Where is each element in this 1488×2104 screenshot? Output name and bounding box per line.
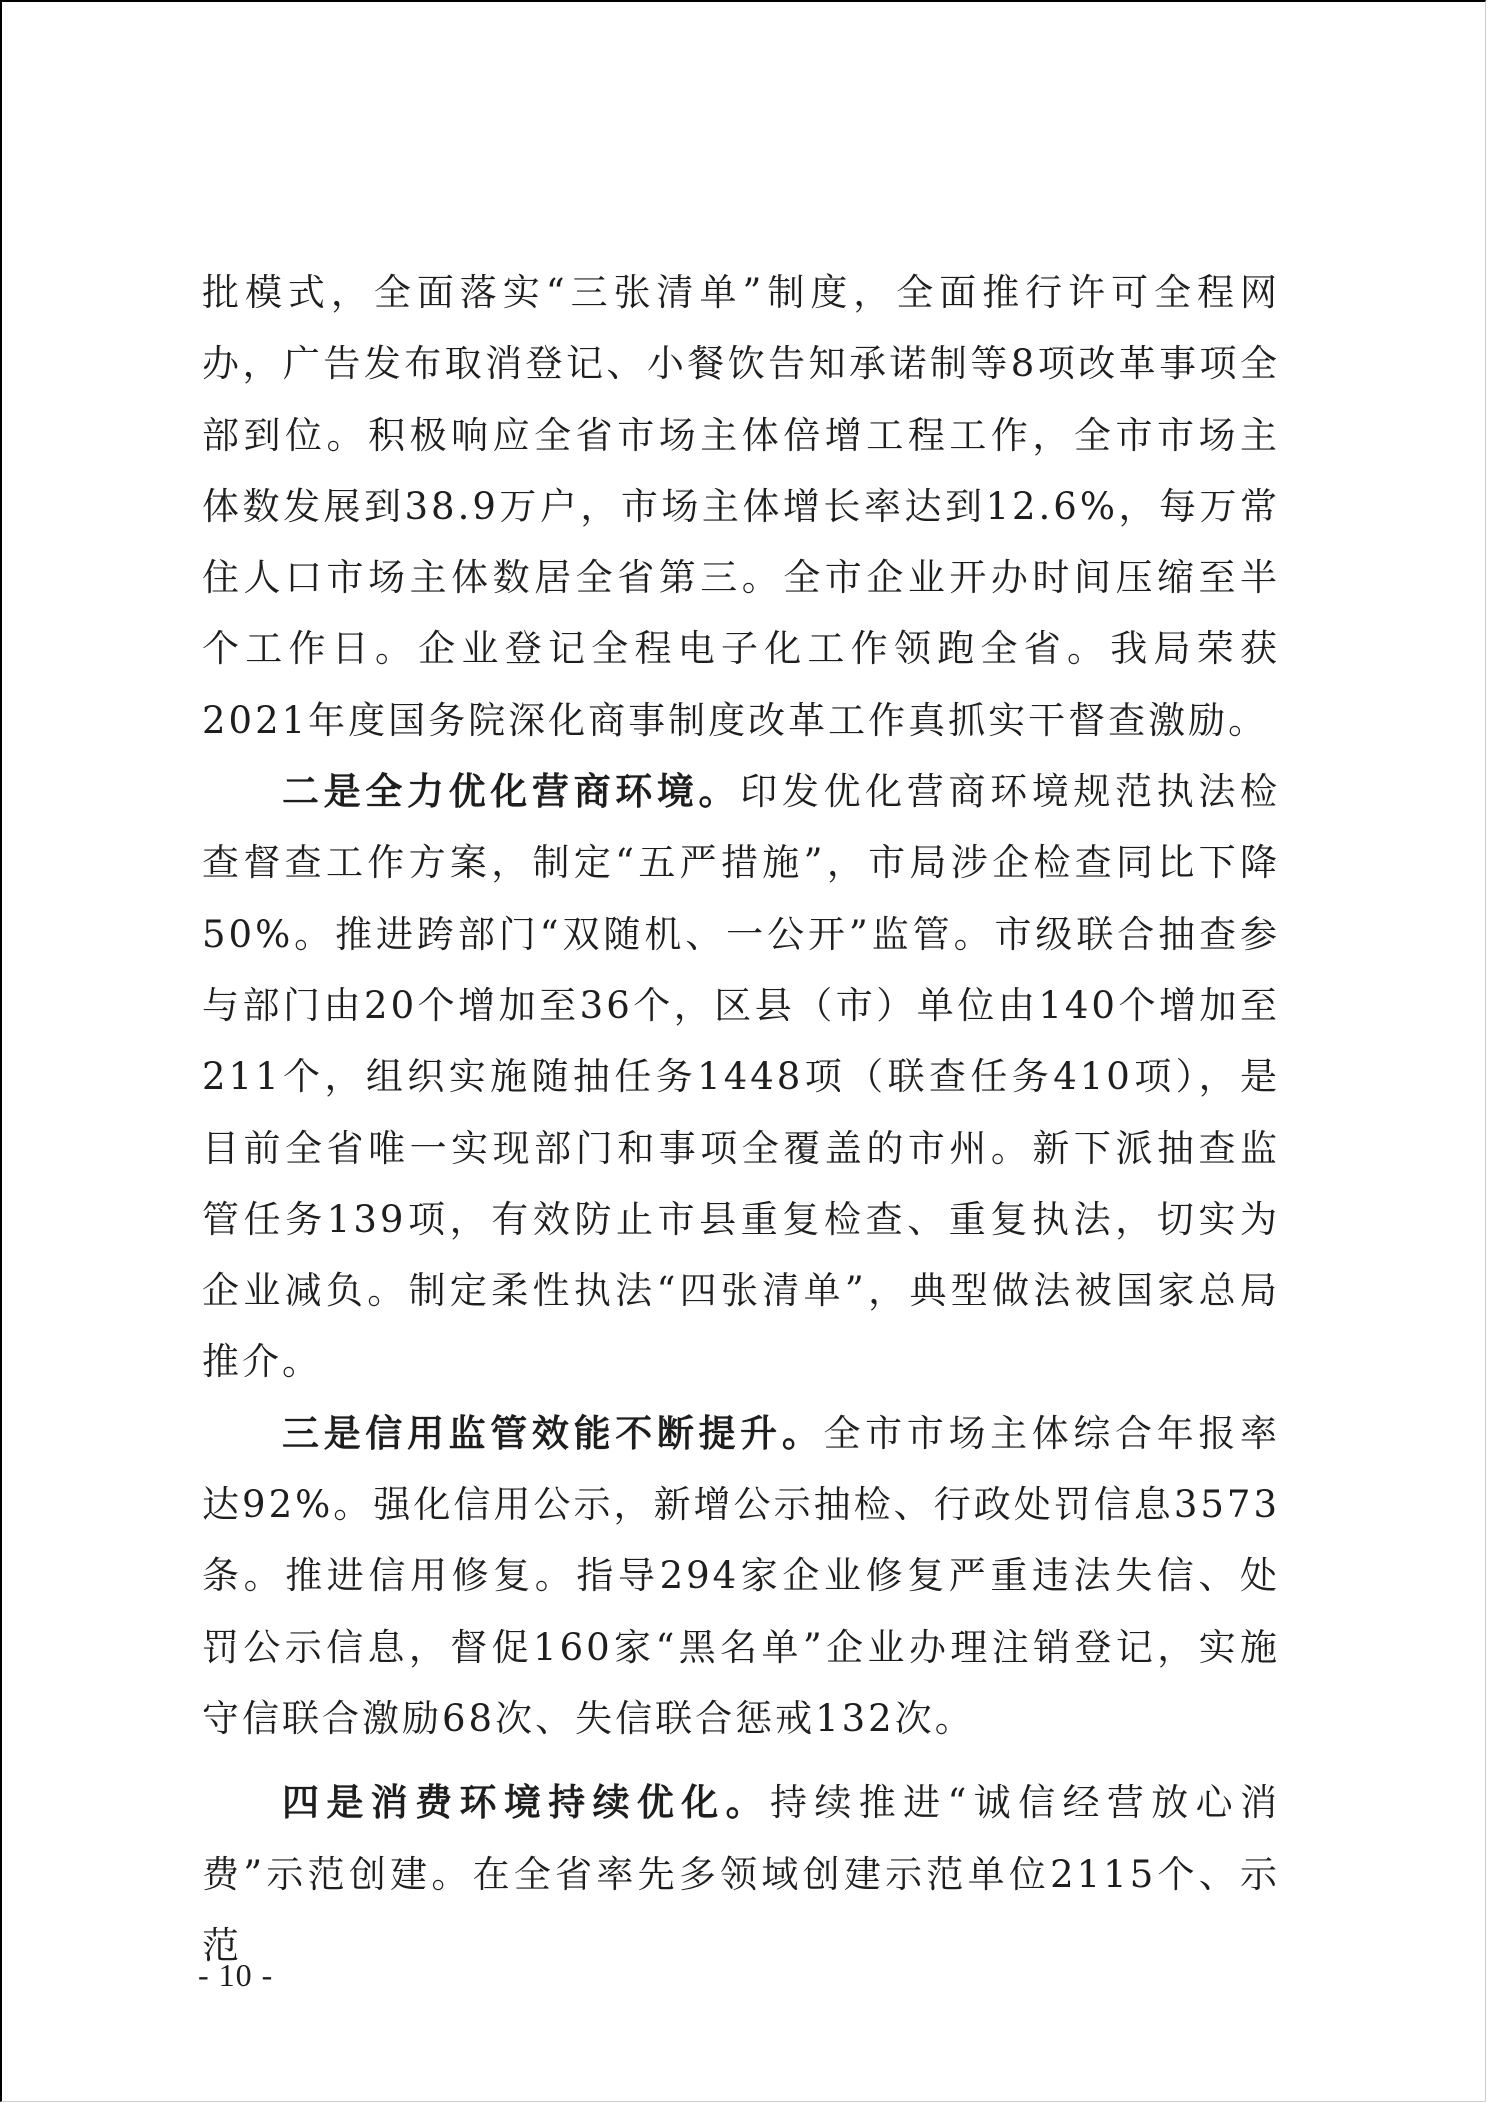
paragraph-3-heading: 三是信用监管效能不断提升。 xyxy=(282,1411,824,1455)
paragraph-3-text: 全市市场主体综合年报率达92%。强化信用公示，新增公示抽检、行政处罚信息3573条。推进信用修复。指导294家企业修复严重违法失信、处罚公示信息，督促160家“黑名单”企业办理注销登记，实施守信联合激励68次、失信联合惩戒132次。 xyxy=(202,1411,1281,1740)
paragraph-4-heading: 四是消费环境持续优化。 xyxy=(282,1781,771,1825)
paragraph-1-text: 批模式，全面落实“三张清单”制度，全面推行许可全程网办，广告发布取消登记、小餐饮告知承诺制等8项改革事项全部到位。积极响应全省市场主体倍增工程工作，全市市场主体数发展到38.9万户，市场主体增长率达到12.6%，每万常住人口市场主体数居全省第三。全市企业开办时间压缩至半个工作日。企业登记全程电子化工作领跑全省。我局荣获2021年度国务院深化商事制度改革工作真抓实干督查激励。 xyxy=(202,271,1280,742)
page-number: - 10 - xyxy=(198,1957,274,1993)
paragraph-2 xyxy=(202,756,1280,1398)
paragraph-4 xyxy=(202,1767,1280,1981)
paragraph-2-text: 印发优化营商环境规范执法检查督查工作方案，制定“五严措施”，市局涉企检查同比下降50%。推进跨部门“双随机、一公开”监管。市级联合抽查参与部门由20个增加至36个，区县（市）单位由140个增加至211个，组织实施随抽任务1448项（联查任务410项），是目前全省唯一实现部门和事项全覆盖的市州。新下派抽查监管任务139项，有效防止市县重复检查、重复执法，切实为企业减负。制定柔性执法“四张清单”，典型做法被国家总局推介。 xyxy=(202,770,1281,1384)
paragraph-3 xyxy=(202,1398,1280,1754)
body-text xyxy=(202,257,1280,1981)
paragraph-1 xyxy=(202,257,1280,756)
paragraph-4-text: 持续推进“诚信经营放心消费”示范创建。在全省率先多领域创建示范单位2115个、示范 xyxy=(202,1781,1281,1967)
paragraph-2-heading: 二是全力优化营商环境。 xyxy=(282,770,741,814)
